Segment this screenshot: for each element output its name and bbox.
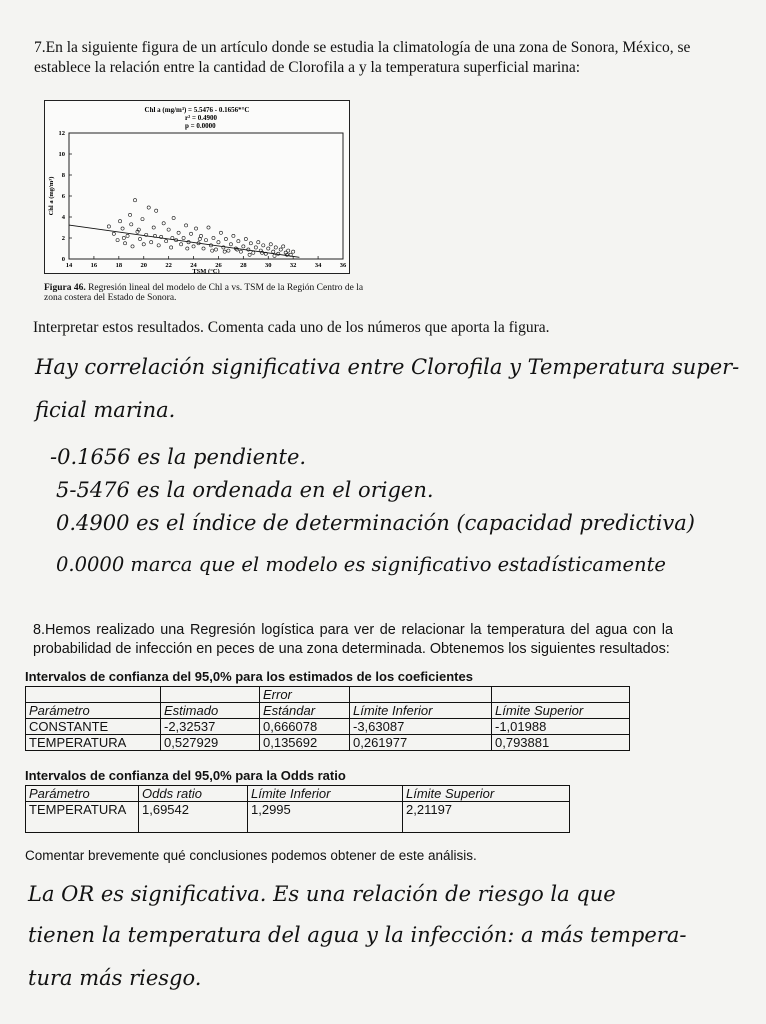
table1-header-top-cell: Error <box>260 687 350 703</box>
data-point <box>219 231 222 234</box>
y-tick-label: 0 <box>61 256 65 263</box>
data-point <box>142 243 145 246</box>
data-point <box>121 227 124 230</box>
data-point <box>224 237 227 240</box>
data-point <box>133 199 136 202</box>
table1-header-top-cell <box>492 687 630 703</box>
y-tick-label: 10 <box>58 151 65 158</box>
table1-header-cell: Límite Superior <box>492 703 630 719</box>
data-point <box>167 228 170 231</box>
table1-header-top-cell <box>26 687 161 703</box>
data-point <box>155 209 158 212</box>
table-cell: 0,666078 <box>260 719 350 735</box>
plot-frame <box>69 133 343 259</box>
handwritten-line-3: -0.1656 es la pendiente. <box>50 445 307 469</box>
x-tick-label: 28 <box>240 262 247 269</box>
data-point <box>212 236 215 239</box>
data-point <box>274 246 277 249</box>
table1-header-top-row <box>26 687 630 703</box>
data-point <box>179 243 182 246</box>
x-tick-label: 24 <box>190 262 197 269</box>
data-point <box>123 242 126 245</box>
data-point <box>192 245 195 248</box>
data-point <box>162 222 165 225</box>
table1-title: Intervalos de confianza del 95,0% para los estimados de los coeficientes <box>25 669 473 684</box>
data-point <box>170 246 173 249</box>
data-point <box>126 234 129 237</box>
table-cell: TEMPERATURA <box>26 735 161 751</box>
y-tick-label: 6 <box>61 193 65 200</box>
data-point <box>237 240 240 243</box>
handwritten-line-4: 5-5476 es la ordenada en el origen. <box>56 478 434 502</box>
chart-p-value: p = 0.0000 <box>185 122 216 130</box>
table-cell: 2,21197 <box>403 802 570 833</box>
x-tick-label: 16 <box>90 262 98 269</box>
table-cell: 1,2995 <box>248 802 403 833</box>
question-7-text: 7.En la siguiente figura de un artículo donde se estudia la climatología de una zona de Sonora, México, se establece la relación entre la cantidad de Clorofila a y la temperatura superficial marina: <box>34 39 691 76</box>
y-tick-label: 8 <box>61 172 65 179</box>
data-point <box>248 253 251 256</box>
figure-caption-text: Regresión lineal del modelo de Chl a vs. TSM de la Región Centro de la zona costera del Estado de Sonora. <box>44 283 364 303</box>
scatter-chart <box>45 101 349 273</box>
data-point <box>182 236 185 239</box>
data-point <box>273 254 276 257</box>
table-cell: -3,63087 <box>350 719 492 735</box>
handwritten-line-1: Hay correlación significativa entre Clorofila y Temperatura super- <box>35 355 740 379</box>
table-cell: 0,135692 <box>260 735 350 751</box>
table2-header-cell: Odds ratio <box>139 786 248 802</box>
comment-prompt: Comentar brevemente qué conclusiones podemos obtener de este análisis. <box>25 848 477 863</box>
x-tick-label: 36 <box>339 262 347 269</box>
data-point <box>177 231 180 234</box>
x-tick-label: 26 <box>215 262 222 269</box>
data-point <box>150 241 153 244</box>
data-point <box>292 250 295 253</box>
y-axis-label: Chl a (mg/m³) <box>48 176 55 216</box>
data-point <box>202 247 205 250</box>
figure-caption-label: Figura 46. <box>44 283 86 293</box>
x-tick-label: 30 <box>265 262 272 269</box>
data-point <box>254 246 257 249</box>
table1-header-row <box>26 703 630 719</box>
table-cell: 0,261977 <box>350 735 492 751</box>
data-point <box>223 250 226 253</box>
data-point <box>165 240 168 243</box>
data-point <box>186 247 189 250</box>
data-point <box>211 249 214 252</box>
data-point <box>172 216 175 219</box>
handwritten-answer-line-3: tura más riesgo. <box>28 966 202 990</box>
data-point <box>204 239 207 242</box>
data-point <box>232 234 235 237</box>
data-point <box>267 247 270 250</box>
handwritten-answer-line-1: La OR es significativa. Es una relación de riesgo la que <box>28 882 616 906</box>
data-point <box>130 223 133 226</box>
table-row <box>26 719 630 735</box>
y-tick-label: 4 <box>61 214 65 221</box>
x-tick-label: 22 <box>165 262 172 269</box>
table2-title: Intervalos de confianza del 95,0% para la Odds ratio <box>25 768 346 783</box>
table1-header-top-cell <box>161 687 260 703</box>
data-point <box>214 248 217 251</box>
chart-equation: Chl a (mg/m³) = 5.5476 - 0.1656*°C <box>144 106 250 114</box>
data-point <box>282 245 285 248</box>
table2-header-cell: Parámetro <box>26 786 139 802</box>
table-row <box>26 735 630 751</box>
data-point <box>112 232 115 235</box>
data-point <box>116 239 119 242</box>
handwritten-answer-line-2: tienen la temperatura del agua y la infección: a más tempera- <box>28 923 687 947</box>
x-tick-label: 14 <box>65 262 73 269</box>
data-point <box>157 244 160 247</box>
data-point <box>279 248 282 251</box>
data-point <box>198 237 201 240</box>
x-tick-label: 20 <box>140 262 147 269</box>
regression-figure <box>44 100 350 274</box>
table-cell: 1,69542 <box>139 802 248 833</box>
interpret-prompt: Interpretar estos resultados. Comenta cada uno de los números que aporta la figura. <box>33 319 550 336</box>
question-8-text: 8.Hemos realizado una Regresión logística para ver de relacionar la temperatura del agua con la probabilidad de infección en peces de una zona determinada. Obtenemos los siguientes resultados: <box>33 622 673 657</box>
y-tick-label: 2 <box>61 235 65 242</box>
x-tick-label: 32 <box>289 262 297 269</box>
data-point <box>118 220 121 223</box>
table1-header-cell: Parámetro <box>26 703 161 719</box>
table1-header-cell: Estándar <box>260 703 350 719</box>
table2-header-cell: Límite Superior <box>403 786 570 802</box>
figure-caption <box>44 283 364 303</box>
table2-header-cell: Límite Inferior <box>248 786 403 802</box>
x-tick-label: 34 <box>314 262 322 269</box>
table1-header-cell: Límite Inferior <box>350 703 492 719</box>
data-point <box>287 249 290 252</box>
data-point <box>194 227 197 230</box>
data-point <box>141 218 144 221</box>
data-point <box>257 241 260 244</box>
data-point <box>239 250 242 253</box>
table-cell: CONSTANTE <box>26 719 161 735</box>
data-point <box>147 206 150 209</box>
handwritten-line-2: ficial marina. <box>35 398 176 422</box>
data-point <box>217 241 220 244</box>
data-point <box>242 245 245 248</box>
data-point <box>227 249 230 252</box>
handwritten-line-6: 0.0000 marca que el modelo es significativo estadísticamente <box>56 553 666 576</box>
data-point <box>269 243 272 246</box>
table-cell: -1,01988 <box>492 719 630 735</box>
table-cell: TEMPERATURA <box>26 802 139 833</box>
data-point <box>252 251 255 254</box>
x-tick-label: 18 <box>115 262 123 269</box>
data-point <box>131 245 134 248</box>
data-point <box>107 225 110 228</box>
table2-header-row <box>26 786 570 802</box>
data-point <box>122 236 125 239</box>
data-point <box>184 224 187 227</box>
table-cell: -2,32537 <box>161 719 260 735</box>
odds-ratio-table <box>25 785 570 833</box>
coefficients-table <box>25 686 630 751</box>
y-tick-label: 12 <box>58 130 65 137</box>
data-point <box>138 237 141 240</box>
data-point <box>207 226 210 229</box>
chart-r2: r² = 0.4900 <box>185 114 217 122</box>
data-point <box>189 232 192 235</box>
table1-header-cell: Estimado <box>161 703 260 719</box>
table-cell: 0,527929 <box>161 735 260 751</box>
x-axis-label: TSM (°C) <box>192 268 220 273</box>
data-point <box>262 244 265 247</box>
table-row <box>26 802 570 833</box>
table1-header-top-cell <box>350 687 492 703</box>
data-point <box>272 250 275 253</box>
data-point <box>244 237 247 240</box>
data-point <box>249 242 252 245</box>
data-point <box>199 234 202 237</box>
table-cell: 0,793881 <box>492 735 630 751</box>
handwritten-line-5: 0.4900 es el índice de determinación (capacidad predictiva) <box>56 511 695 535</box>
data-point <box>152 226 155 229</box>
data-point <box>128 213 131 216</box>
data-point <box>229 243 232 246</box>
